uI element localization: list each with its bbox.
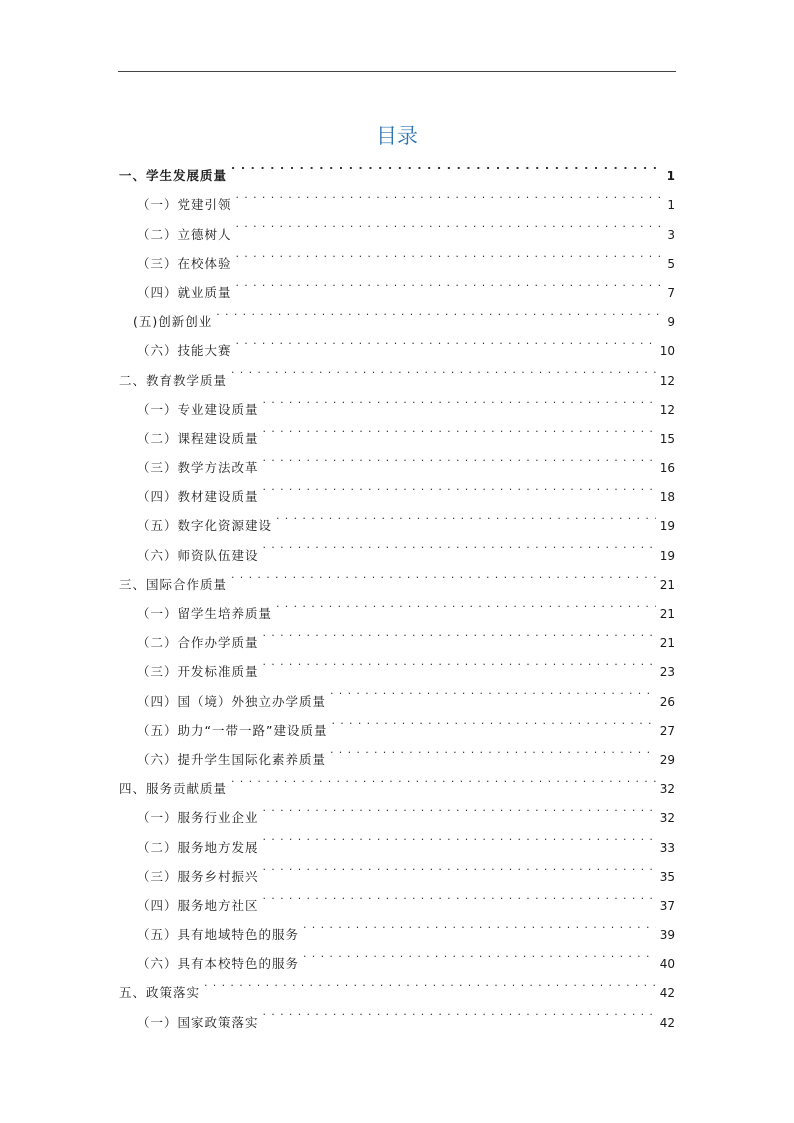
dot-leader [263,793,656,822]
toc-entry-text: （一）专业建设质量 [137,401,259,417]
header-rule [118,71,676,72]
toc-page-number: 29 [659,752,675,767]
toc-entry-text: （三）教学方法改革 [137,460,259,476]
toc-page-number: 16 [659,461,675,476]
dot-leader [236,326,656,355]
toc-entry-text: 三、国际合作质量 [119,576,228,592]
toc-entry-text: （四）国（境）外独立办学质量 [137,693,327,709]
toc-page-number: 32 [659,782,675,797]
toc-entry-text: （一）留学生培养质量 [137,606,273,621]
toc-page-number: 42 [659,986,675,1001]
toc-page-number: 42 [659,1015,675,1030]
toc-page-number: 21 [659,607,675,621]
table-of-contents [119,151,675,1030]
toc-entry-text: 一、学生发展质量 [119,168,228,184]
dot-leader [263,443,656,472]
dot-leader [330,735,656,764]
toc-page-number: 39 [659,928,675,943]
dot-leader [204,968,656,997]
dot-leader [303,939,656,968]
toc-entry-text: （四）服务地方社区 [137,897,259,913]
dot-leader [263,414,656,443]
toc-page-number: 10 [659,344,675,359]
toc-page-number: 3 [667,227,675,242]
toc-page-number: 18 [659,490,675,505]
dot-leader [276,501,656,530]
toc-entry-text: （三）开发标准质量 [137,664,259,680]
toc-page-number: 27 [659,723,675,738]
toc-entry-text: （二）课程建设质量 [137,430,259,446]
toc-page-number: 33 [659,840,675,855]
dot-leader [263,530,656,559]
toc-entry-text: 四、服务贡献质量 [119,781,228,797]
toc-page-number: 1 [667,198,675,213]
dot-leader [263,647,656,676]
toc-page-number: 40 [659,957,675,972]
toc-entry-text: （三）服务乡村振兴 [137,868,259,884]
toc-entry-text: （一）国家政策落实 [137,1014,259,1030]
toc-entry-text: （五）具有地域特色的服务 [137,927,300,943]
toc-entry-text: （五）助力“一带一路”建设质量 [137,722,328,738]
toc-entry-text: （三）在校体验 [137,255,232,271]
dot-leader [263,997,656,1026]
toc-entry-text: （六）师资队伍建设 [137,547,259,563]
dot-leader [276,589,656,618]
toc-entry-text: （六）提升学生国际化素养质量 [137,751,327,767]
toc-entry-text: （五）数字化资源建设 [137,518,273,534]
toc-entry-text: （四）教材建设质量 [137,489,259,505]
toc-entry-text: （二）服务地方发展 [137,839,259,855]
toc-entry-text: （六）具有本校特色的服务 [137,956,300,972]
dot-leader [263,472,656,501]
dot-leader [231,355,656,384]
toc-page-number: 23 [659,665,675,680]
dot-leader [231,151,663,180]
toc-entry-text: （四）就业质量 [137,284,232,300]
dot-leader [216,297,663,326]
toc-page-number: 12 [659,402,675,417]
dot-leader [231,560,656,589]
dot-leader [263,852,656,881]
toc-page-number: 21 [659,636,675,651]
toc-entry-text: 二、教育教学质量 [119,372,228,388]
dot-leader [236,268,664,297]
toc-entry-text: （六）技能大赛 [137,343,232,359]
toc-page-number: 7 [667,285,675,300]
toc-page-number: 35 [659,869,675,884]
toc-page-number: 1 [666,169,675,184]
dot-leader [303,910,656,939]
toc-page-number: 5 [667,256,675,271]
dot-leader [263,881,656,910]
toc-title: 目录 [376,124,418,148]
toc-page-number: 21 [659,577,675,592]
dot-leader [263,618,656,647]
toc-entry-text: （二）合作办学质量 [137,635,259,651]
toc-page-number: 26 [659,694,675,709]
toc-page-number: 12 [659,373,675,388]
toc-page-number: 19 [659,519,675,534]
dot-leader [236,180,664,209]
dot-leader [263,385,656,414]
dot-leader [236,209,664,238]
toc-entry-text: （一）服务行业企业 [137,810,259,826]
dot-leader [331,706,655,735]
toc-page-number: 9 [667,315,675,330]
dot-leader [236,239,664,268]
dot-leader [330,676,656,705]
dot-leader [231,764,656,793]
toc-page-number: 15 [659,431,675,446]
toc-entry-text: （二）立德树人 [137,226,232,242]
toc-entry-text: 五、政策落实 [119,985,201,1001]
toc-entry-text: （一）党建引领 [137,197,232,213]
dot-leader [263,822,656,851]
toc-entry[interactable] [119,151,675,184]
toc-page-number: 19 [659,548,675,563]
toc-entry[interactable] [119,997,675,1030]
toc-entry-text: (五)创新创业 [133,314,213,330]
toc-page-number: 32 [659,811,675,826]
toc-page-number: 37 [659,898,675,913]
